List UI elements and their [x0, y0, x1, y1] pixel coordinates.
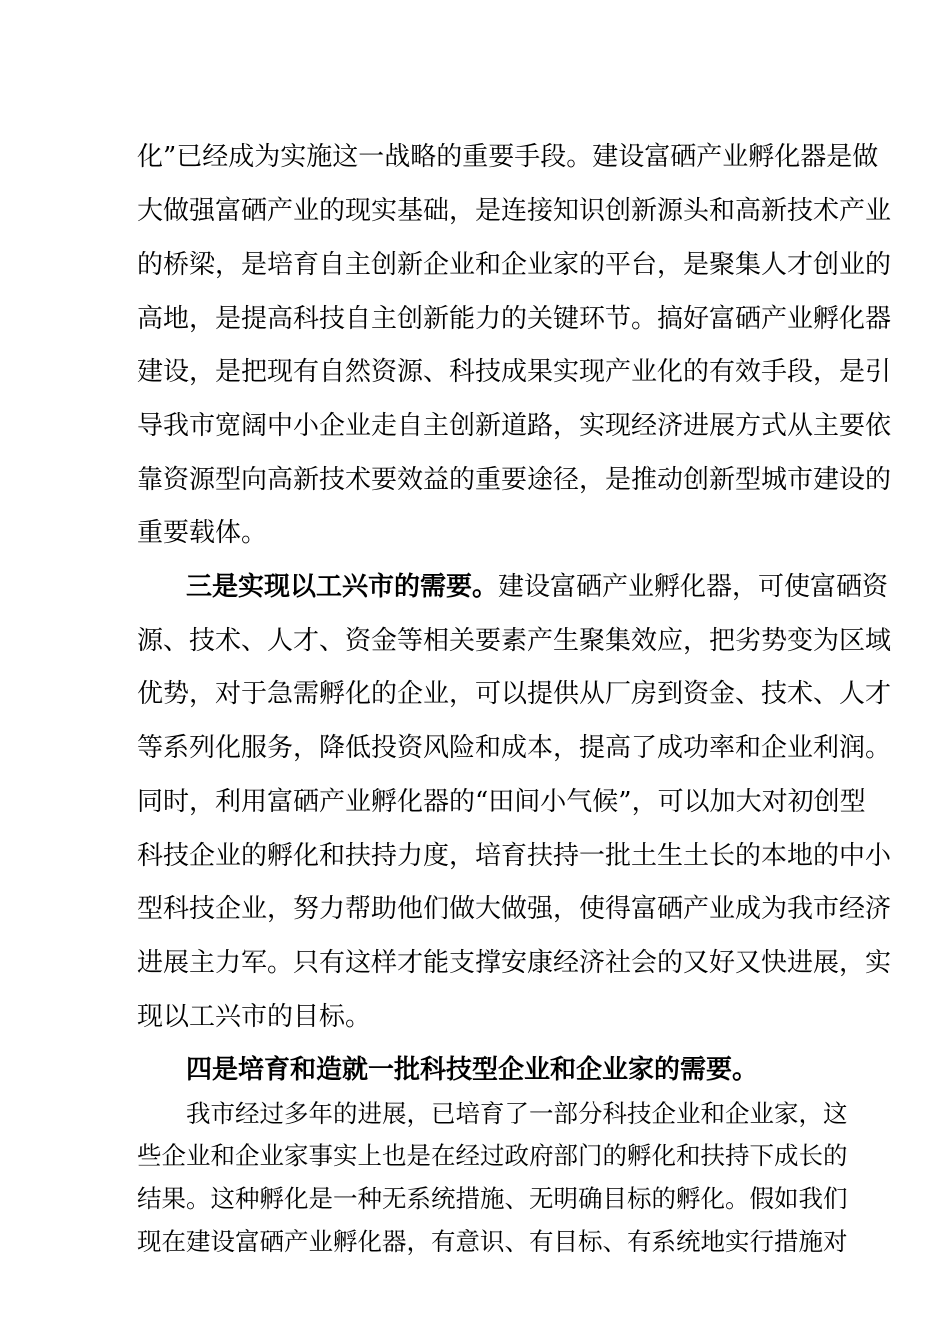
paragraph-line: 同时，利用富硒产业孵化器的“田间小气候”，可以加大对初创型 [137, 787, 866, 817]
paragraph-line: 源、技术、人才、资金等相关要素产生聚集效应，把劣势变为区域 [137, 626, 892, 656]
paragraph-line: 进展主力军。只有这样才能支撑安康经济社会的又好又快进展，实 [137, 948, 892, 978]
paragraph-line: 优势，对于急需孵化的企业，可以提供从厂房到资金、技术、人才 [137, 679, 892, 709]
paragraph-line: 化”已经成为实施这一战略的重要手段。建设富硒产业孵化器是做 [137, 142, 879, 172]
paragraph-line: 等系列化服务，降低投资风险和成本，提高了成功率和企业利润。 [137, 733, 892, 763]
paragraph-line: 现在建设富硒产业孵化器，有意识、有目标、有系统地实行措施对 [137, 1227, 848, 1256]
section3-first-line-rest: 建设富硒产业孵化器，可使富硒资 [498, 572, 889, 602]
paragraph-line: 靠资源型向高新技术要效益的重要途径，是推动创新型城市建设的 [137, 465, 892, 495]
section4-heading: 四是培育和造就一批科技型企业和企业家的需要。 [186, 1055, 759, 1085]
paragraph-line: 重要载体。 [137, 518, 268, 548]
paragraph-line: 高地，是提高科技自主创新能力的关键环节。搞好富硒产业孵化器 [137, 304, 892, 334]
paragraph-line: 科技企业的孵化和扶持力度，培育扶持一批土生土长的本地的中小 [137, 841, 892, 871]
paragraph-line: 些企业和企业家事实上也是在经过政府部门的孵化和扶持下成长的 [137, 1141, 848, 1170]
paragraph-line: 结果。这种孵化是一种无系统措施、无明确目标的孵化。假如我们 [137, 1184, 848, 1213]
paragraph-line: 现以工兴市的目标。 [137, 1002, 372, 1032]
section3-heading: 三是实现以工兴市的需要。 [186, 572, 499, 602]
paragraph-line: 我市经过多年的进展，已培育了一部分科技企业和企业家，这 [186, 1099, 848, 1128]
paragraph-line: 导我市宽阔中小企业走自主创新道路，实现经济进展方式从主要依 [137, 411, 892, 441]
paragraph-line: 型科技企业，努力帮助他们做大做强，使得富硒产业成为我市经济 [137, 894, 892, 924]
paragraph-line: 大做强富硒产业的现实基础，是连接知识创新源头和高新技术产业 [137, 196, 892, 226]
section3-first-line [186, 572, 889, 602]
paragraph-line: 的桥梁，是培育自主创新企业和企业家的平台，是聚集人才创业的 [137, 250, 892, 280]
paragraph-line: 建设，是把现有自然资源、科技成果实现产业化的有效手段，是引 [137, 357, 892, 387]
